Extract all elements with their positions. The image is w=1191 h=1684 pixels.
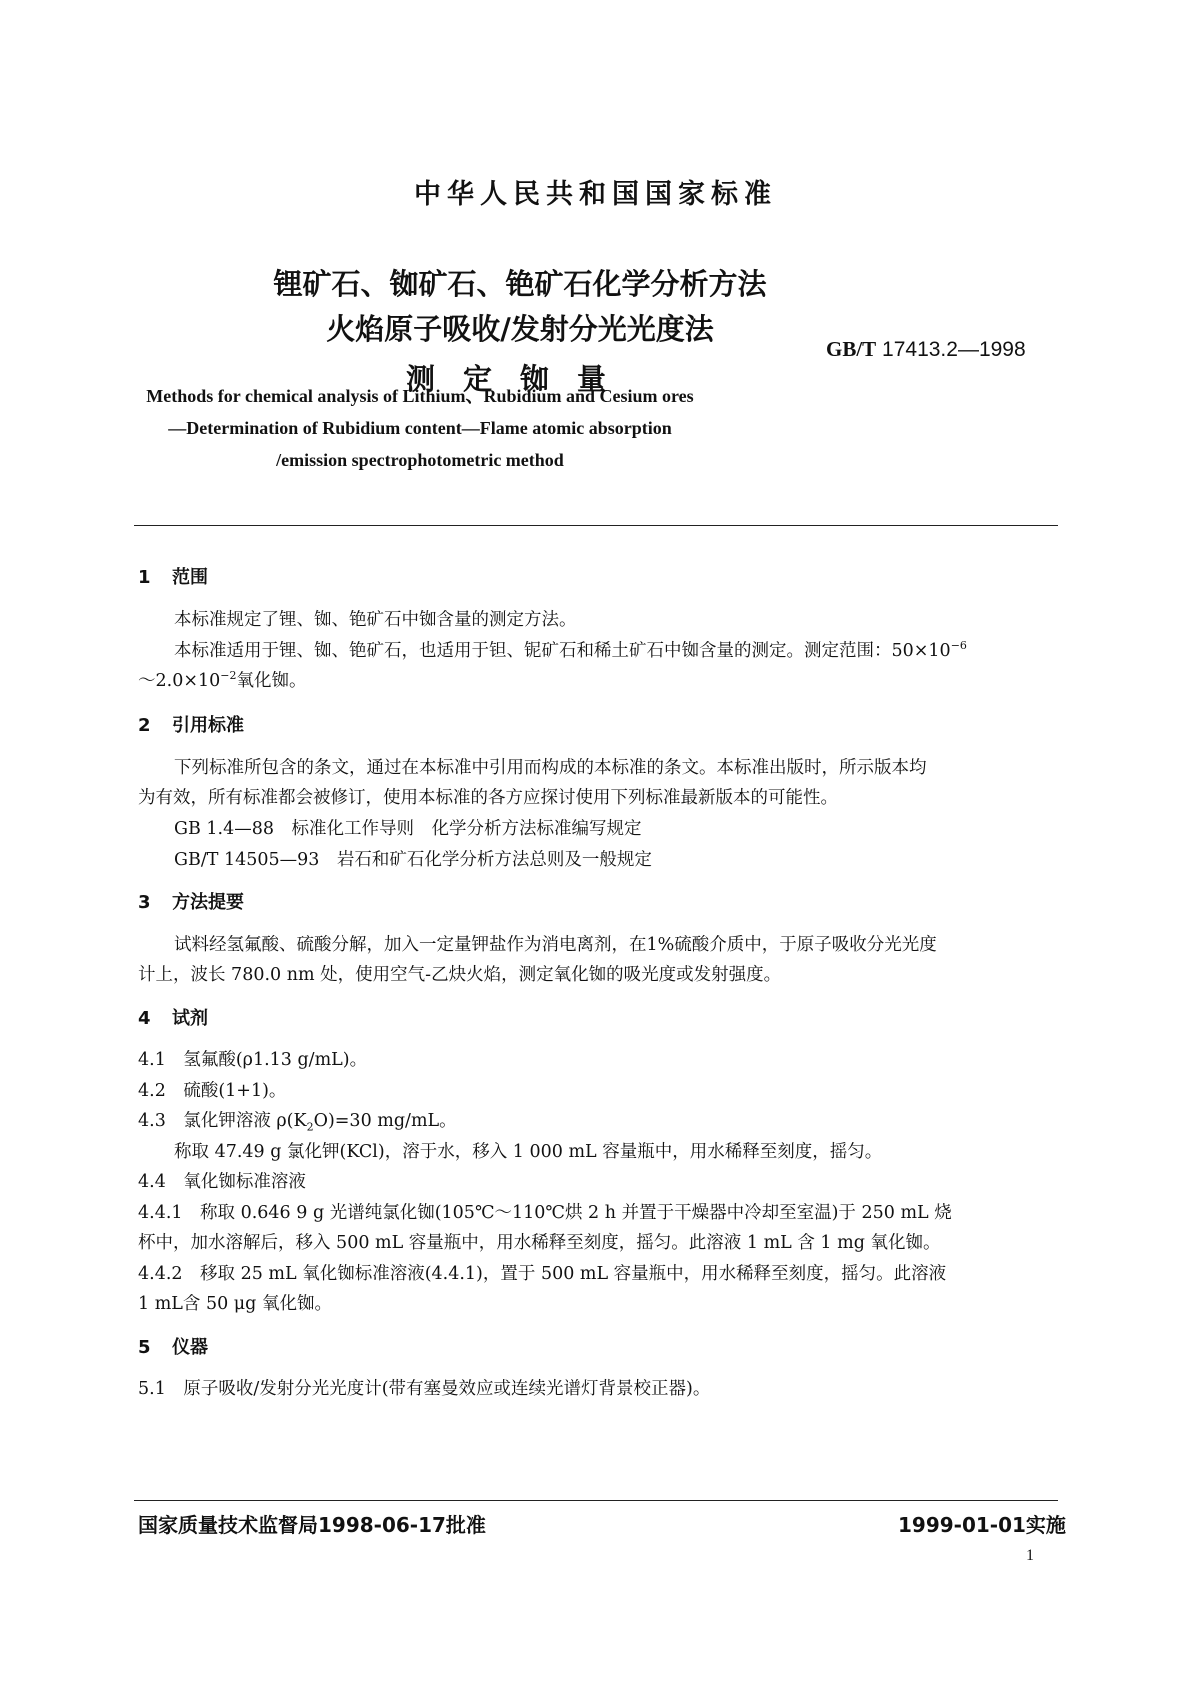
item-4-2: 4.2 硫酸(1+1)。	[138, 1081, 287, 1101]
footer-divider	[134, 1500, 1058, 1501]
s1-paragraph-3	[138, 667, 306, 692]
s1-p3-text-a: ～2.0×10	[138, 671, 221, 691]
header-divider	[134, 525, 1058, 526]
item-4-4-1-line-1: 4.4.1 称取 0.646 9 g 光谱纯氯化铷(105℃～110℃烘 2 h 并置于干燥器中冷却至室温)于 250 mL 烧	[138, 1203, 952, 1223]
page-number: 1	[1026, 1547, 1034, 1564]
item-5-1: 5.1 原子吸收/发射分光光度计(带有塞曼效应或连续光谱灯背景校正器)。	[138, 1379, 711, 1399]
item-4-3-description: 称取 47.49 g 氯化钾(KCl)，溶于水，移入 1 000 mL 容量瓶中，用水稀释至刻度，摇匀。	[174, 1142, 883, 1162]
section-number: 2	[138, 715, 151, 736]
item-4-1: 4.1 氢氟酸(ρ1.13 g/mL)。	[138, 1050, 368, 1070]
standard-code: 17413.2—1998	[882, 338, 1026, 361]
s1-p2-text: 本标准适用于锂、铷、铯矿石，也适用于钽、铌矿石和稀土矿石中铷含量的测定。测定范围：50×10	[174, 641, 951, 661]
s2-paragraph-1: 下列标准所包含的条文，通过在本标准中引用而构成的本标准的条文。本标准出版时，所示版本均	[174, 758, 927, 778]
s3-paragraph-1: 试料经氢氟酸、硫酸分解，加入一定量钾盐作为消电离剂，在1%硫酸介质中，于原子吸收分光光度	[174, 935, 937, 955]
section-number: 4	[138, 1008, 151, 1029]
section-4-heading	[138, 1004, 208, 1030]
s1-paragraph-2	[174, 637, 967, 662]
section-3-heading	[138, 888, 244, 914]
english-title-line-1: Methods for chemical analysis of Lithium、Rubidium and Cesium ores	[146, 386, 694, 406]
section-number: 5	[138, 1337, 151, 1358]
item-4-4-2-line-1: 4.4.2 移取 25 mL 氧化铷标准溶液(4.4.1)，置于 500 mL 容量瓶中，用水稀释至刻度，摇匀。此溶液	[138, 1264, 947, 1284]
item-4-4: 4.4 氧化铷标准溶液	[138, 1172, 306, 1192]
title-line-2: 火焰原子吸收/发射分光光度法	[326, 312, 714, 346]
section-number: 3	[138, 892, 151, 913]
s2-paragraph-2: 为有效，所有标准都会被修订，使用本标准的各方应探讨使用下列标准最新版本的可能性。	[138, 788, 838, 808]
s1-p3-text-b: 氧化铷。	[236, 671, 307, 691]
section-title: 引用标准	[172, 715, 244, 736]
s2-reference-1: GB 1.4—88 标准化工作导则 化学分析方法标准编写规定	[174, 819, 642, 839]
item-4-3	[138, 1107, 457, 1134]
english-title-line-2: —Determination of Rubidium content—Flame atomic absorption	[168, 418, 672, 438]
section-title: 方法提要	[172, 892, 244, 913]
item-4-3-text-b: O)=30 mg/mL。	[313, 1111, 457, 1131]
section-1-heading	[138, 563, 208, 589]
national-standard-heading: 中华人民共和国国家标准	[414, 179, 777, 210]
section-5-heading	[138, 1333, 208, 1359]
section-title: 试剂	[172, 1008, 208, 1029]
item-4-4-2-line-2: 1 mL含 50 μg 氧化铷。	[138, 1294, 332, 1314]
item-4-4-1-line-2: 杯中，加水溶解后，移入 500 mL 容量瓶中，用水稀释至刻度，摇匀。此溶液 1 mL 含 1 mg 氧化铷。	[138, 1233, 941, 1253]
standard-number	[826, 337, 1026, 362]
approval-info: 国家质量技术监督局1998-06-17批准	[138, 1513, 486, 1537]
item-4-3-text-a: 4.3 氯化钾溶液 ρ(K	[138, 1111, 307, 1131]
section-title: 仪器	[172, 1337, 208, 1358]
s1-p3-exponent: −2	[220, 669, 237, 683]
s2-reference-2: GB/T 14505—93 岩石和矿石化学分析方法总则及一般规定	[174, 850, 652, 870]
effective-date: 1999-01-01实施	[898, 1513, 1066, 1537]
item-4-3-subscript: 2	[306, 1120, 314, 1134]
section-title: 范围	[172, 567, 208, 588]
section-number: 1	[138, 567, 151, 588]
s3-paragraph-2: 计上，波长 780.0 nm 处，使用空气-乙炔火焰，测定氧化铷的吸光度或发射强度。	[138, 965, 782, 985]
s1-paragraph-1: 本标准规定了锂、铷、铯矿石中铷含量的测定方法。	[174, 610, 577, 630]
standard-prefix: GB/T	[826, 337, 877, 361]
s1-p2-exponent: −6	[950, 639, 967, 653]
title-line-1: 锂矿石、铷矿石、铯矿石化学分析方法	[273, 267, 767, 301]
english-title-line-3: /emission spectrophotometric method	[276, 450, 564, 470]
section-2-heading	[138, 711, 244, 737]
title-line-3: 测定铷量	[405, 362, 634, 396]
